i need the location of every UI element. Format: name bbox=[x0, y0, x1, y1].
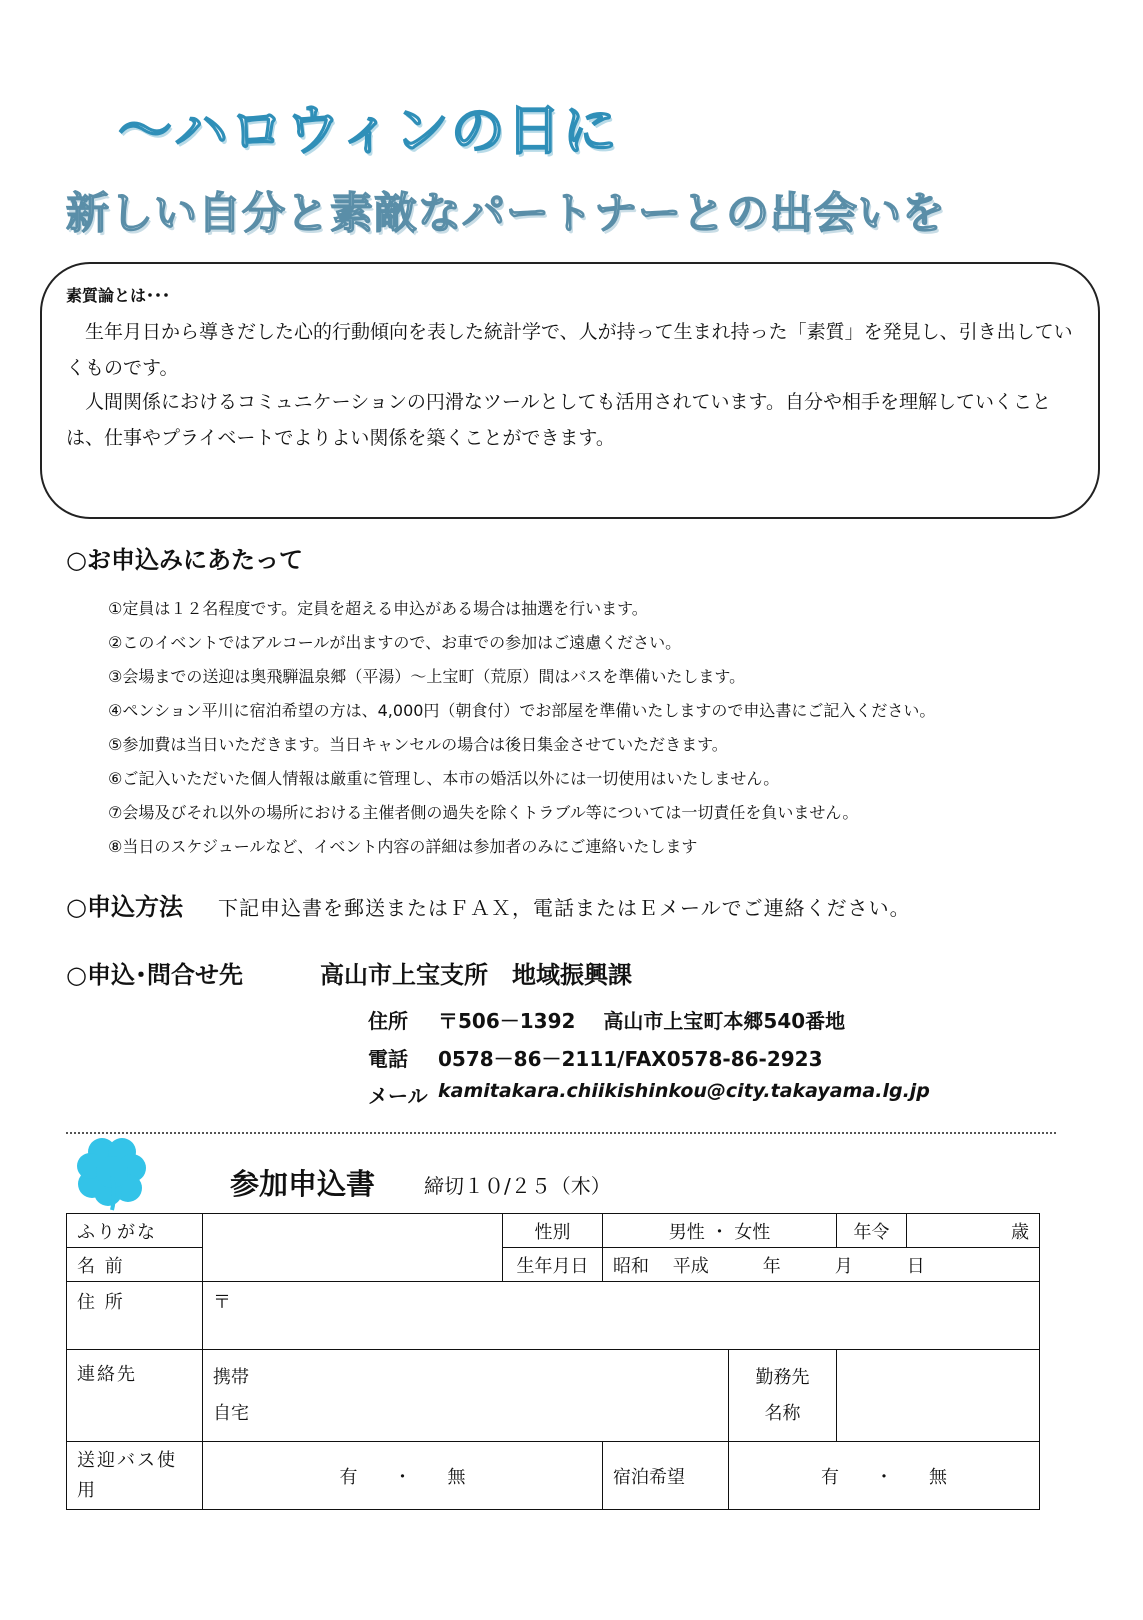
note-item: ①定員は１２名程度です。定員を超える申込がある場合は抽選を行います。 bbox=[108, 599, 648, 618]
method-description: 下記申込書を郵送またはＦＡＸ，電話またはＥメールでご連絡ください。 bbox=[218, 896, 911, 920]
intro-paragraph-1 bbox=[66, 314, 1086, 386]
note-item: ④ペンション平川に宿泊希望の方は、4,000円（朝食付）でお部屋を準備いたしますので申込書にご記入ください。 bbox=[108, 701, 936, 720]
lodging-label: 宿泊希望 bbox=[603, 1442, 729, 1510]
birthdate-label: 生年月日 bbox=[503, 1248, 603, 1282]
contact-organization: 高山市上宝支所 地域振興課 bbox=[320, 961, 632, 989]
age-label: 年令 bbox=[837, 1214, 907, 1248]
cut-line-divider bbox=[66, 1132, 1056, 1134]
note-item: ②このイベントではアルコールが出ますので、お車での参加はご遠慮ください。 bbox=[108, 633, 682, 652]
method-heading: ○申込方法 bbox=[66, 893, 183, 921]
note-item: ⑥ご記入いただいた個人情報は厳重に管理し、本市の婚活以外には一切使用はいたしません。 bbox=[108, 769, 780, 788]
email-label: メール bbox=[368, 1084, 428, 1108]
gender-select[interactable]: 男性 ・ 女性 bbox=[603, 1214, 837, 1248]
address-value bbox=[438, 1005, 845, 1034]
name-input[interactable] bbox=[203, 1214, 503, 1282]
note-item: ③会場までの送迎は奥飛騨温泉郷（平湯）～上宝町（荒原）間はバスを準備いたします。 bbox=[108, 667, 746, 686]
address-label: 住所 bbox=[368, 1009, 408, 1033]
mobile-label: 携帯 bbox=[213, 1366, 249, 1388]
phone-inputs[interactable] bbox=[203, 1350, 729, 1442]
phone-label: 電話 bbox=[368, 1047, 408, 1071]
furigana-label: ふりがな bbox=[67, 1214, 203, 1248]
form-deadline: 締切１０/２５（木） bbox=[424, 1174, 611, 1198]
contact-heading: ○申込･問合せ先 bbox=[66, 961, 243, 989]
address-form-label: 住 所 bbox=[67, 1282, 203, 1350]
street-address: 高山市上宝町本郷540番地 bbox=[603, 1009, 846, 1033]
age-unit: 歳 bbox=[1011, 1221, 1030, 1243]
gender-label: 性別 bbox=[503, 1214, 603, 1248]
intro-paragraph-1-text: 生年月日から導きだした心的行動傾向を表した統計学で、人が持って生まれ持った「素質」を発見し、引き出していくものです。 bbox=[66, 321, 1073, 379]
age-input[interactable] bbox=[907, 1214, 1040, 1248]
four-leaf-clover-icon bbox=[72, 1132, 152, 1212]
application-form bbox=[66, 1213, 1040, 1510]
workplace-label-cell bbox=[729, 1350, 837, 1442]
workplace-name-label: 名称 bbox=[764, 1402, 801, 1424]
postal-mark: 〒 bbox=[213, 1292, 231, 1313]
birthdate-input[interactable]: 昭和 平成 年 月 日 bbox=[603, 1248, 1040, 1282]
home-label: 自宅 bbox=[213, 1402, 249, 1424]
address-input[interactable] bbox=[203, 1282, 1040, 1350]
note-item: ⑧当日のスケジュールなど、イベント内容の詳細は参加者のみにご連絡いたします bbox=[108, 837, 698, 856]
headline-line2: 新しい自分と素敵なパートナーとの出会いを bbox=[66, 189, 946, 239]
phone-value: 0578－86－2111/FAX0578-86-2923 bbox=[438, 1047, 823, 1071]
note-item: ⑦会場及びそれ以外の場所における主催者側の過失を除くトラブル等については一切責任を負いません。 bbox=[108, 803, 859, 822]
intro-heading: 素質論とは･･･ bbox=[66, 286, 171, 305]
intro-paragraph-2-text: 人間関係におけるコミュニケーションの円滑なツールとしても活用されています。自分や相手を理解していくことは、仕事やプライベートでよりよい関係を築くことができます。 bbox=[66, 391, 1051, 449]
form-title: 参加申込書 bbox=[230, 1167, 376, 1201]
email-link[interactable]: kamitakara.chiikishinkou@city.takayama.lg.jp bbox=[438, 1080, 930, 1102]
contact-form-label: 連絡先 bbox=[67, 1350, 203, 1442]
bus-label: 送迎バス使用 bbox=[67, 1442, 203, 1510]
note-item: ⑤参加費は当日いただきます。当日キャンセルの場合は後日集金させていただきます。 bbox=[108, 735, 728, 754]
workplace-input[interactable] bbox=[837, 1350, 1040, 1442]
lodging-select[interactable]: 有 ・ 無 bbox=[729, 1442, 1040, 1510]
workplace-label: 勤務先 bbox=[755, 1366, 810, 1388]
name-label: 名 前 bbox=[67, 1248, 203, 1282]
intro-paragraph-2 bbox=[66, 384, 1086, 456]
bus-select[interactable]: 有 ・ 無 bbox=[203, 1442, 603, 1510]
application-notes-list bbox=[108, 592, 935, 864]
postal-code: 〒506－1392 bbox=[438, 1009, 576, 1033]
headline-line1: ～ハロウィンの日に bbox=[118, 99, 619, 162]
application-notes-heading: ○お申込みにあたって bbox=[66, 546, 303, 574]
